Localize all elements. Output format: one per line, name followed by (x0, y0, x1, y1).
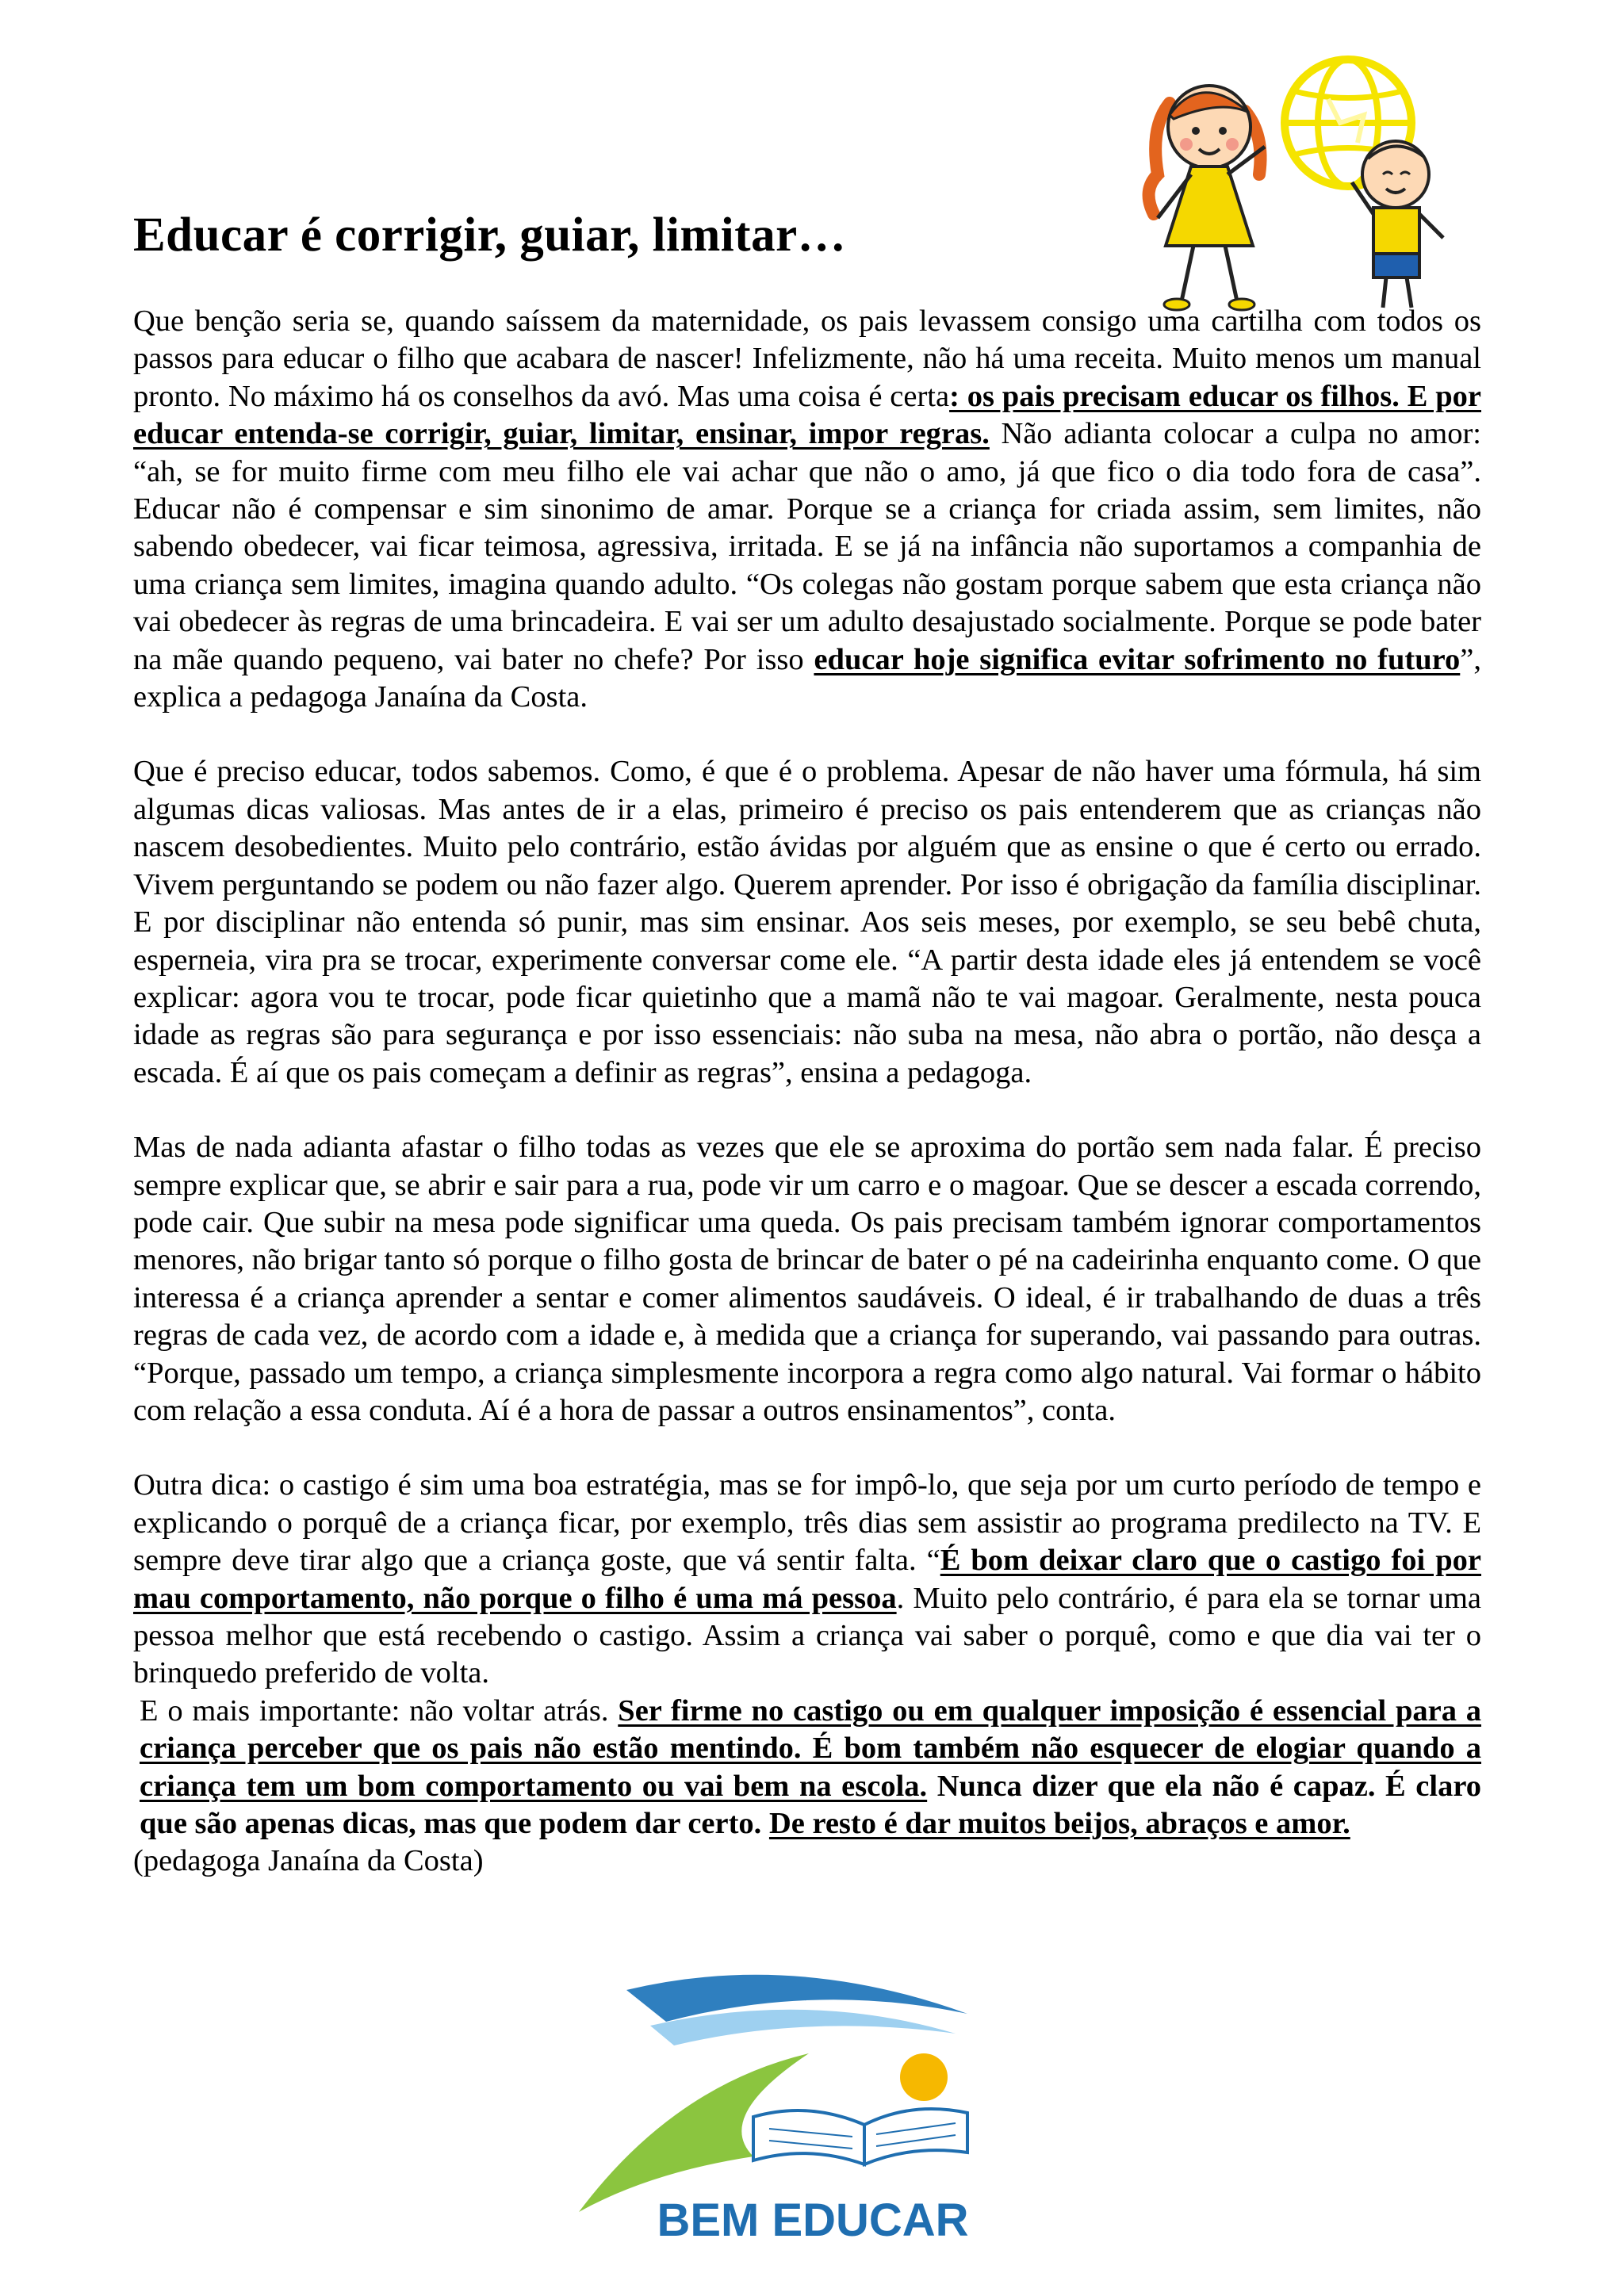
paragraph-4-emphasis: É bom deixar claro que o castigo foi por mau comportamento, não porque o filho é uma má pessoa (133, 1544, 1481, 1615)
paragraph-5-emphasis-c: De resto é dar muitos beijos, abraços e amor. (768, 1807, 1350, 1841)
article-body (133, 303, 1481, 1881)
girl-figure (1149, 86, 1265, 310)
signature: (pedagoga Janaína da Costa) (133, 1844, 484, 1878)
children-illustration (1126, 55, 1491, 317)
bem-educar-logo (555, 1958, 1063, 2267)
paragraph-1-text-b: Não adianta colocar a culpa no amor: “ah, se for muito firme com meu filho ele vai achar que não o amo, já que fico o dia todo fora de casa”. Educar não é compensar e sim sinonimo de amar. Porque se a criança for criada assim, sem limites, não sabendo obedecer, vai ficar teimosa, agressiva, irritada. E se já na infância não suportamos a companhia de uma criança sem limites, imagina quando adulto. “Os colegas não gostam porque sabem que esta criança não vai obedecer às regras de uma brincadeira. E vai ser um adulto desajustado socialmente. Porque se pode bater na mãe quando pequeno, vai bater no chefe? Por isso (133, 417, 1481, 676)
paragraph-2: Que é preciso educar, todos sabemos. Como, é que é o problema. Apesar de não haver uma fórmula, há sim algumas dicas valiosas. Mas antes de ir a elas, primeiro é preciso os pais entenderem que as crianças não nascem desobedientes. Muito pelo contrário, estão ávidas por alguém que as ensine o que é certo ou errado. Vivem perguntando se podem ou não fazer algo. Querem aprender. Por isso é obrigação da família disciplinar. E por disciplinar não entenda só punir, mas sim ensinar. Aos seis meses, por exemplo, se seu bebê chuta, esperneia, vira pra se trocar, experimente conversar come ele. “A partir desta idade eles já entendem se você explicar: agora vou te trocar, pode ficar quietinho que a mamã não te vai magoar. Geralmente, nesta pouca idade as regras são para segurança e por isso essenciais: não suba na mesa, não abra o portão, não desça a escada. É aí que os pais começam a definir as regras”, ensina a pedagoga. (133, 755, 1481, 1089)
logo-sun (900, 2053, 948, 2101)
paragraph-1-text-c: ”, explica a pedagoga Janaína da Costa. (133, 642, 1481, 714)
paragraph-4-text-b: . Muito pelo contrário, é para ela se tornar uma pessoa melhor que está recebendo o castigo. Assim a criança vai saber o porquê, como e que dia vai ter o brinquedo preferido de volta. (133, 1581, 1481, 1690)
paragraph-3: Mas de nada adianta afastar o filho todas as vezes que ele se aproxima do portão sem nada falar. É preciso sempre explicar que, se abrir e sair para a rua, pode vir um carro e o magoar. Que se descer a escada correndo, pode cair. Que subir na mesa pode significar uma queda. Os pais precisam também ignorar comportamentos menores, não brigar tanto só porque o filho gosta de brincar de bater o pé na cadeirinha enquanto come. O que interessa é a criança aprender a sentar e comer alimentos saudáveis. O ideal, é ir trabalhando de duas a três regras de cada vez, de acordo com a idade e, à medida que a criança for superando, vai passando para outras. “Porque, passado um tempo, a criança simplesmente incorpora a regra como algo natural. Vai formar o hábito com relação a essa conduta. Aí é a hora de passar a outros ensinamentos”, conta. (133, 1131, 1481, 1427)
paragraph-1-emphasis-b: educar hoje significa evitar sofrimento no futuro (814, 642, 1461, 676)
paragraph-4-text-a: Outra dica: o castigo é sim uma boa estratégia, mas se for impô-lo, que seja por um curto período de tempo e explicando o porquê de a criança ficar, por exemplo, três dias sem assistir ao programa predilecto na TV. E sempre deve tirar algo que a criança goste, que vá sentir falta. “ (133, 1468, 1481, 1578)
logo-text: BEM EDUCAR (657, 2195, 969, 2246)
paragraph-1-text-a: Que benção seria se, quando saíssem da maternidade, os pais levassem consigo uma cartilha com todos os passos para educar o filho que acabara de nascer! Infelizmente, não há uma receita. Muito menos um manual pronto. No máximo há os conselhos da avó. Mas uma coisa é certa (133, 304, 1481, 413)
paragraph-5-emphasis-b: Nunca dizer que ela não é capaz. É claro que são apenas dicas, mas que podem dar certo. (140, 1769, 1481, 1841)
page-title: Educar é corrigir, guiar, limitar… (133, 209, 847, 262)
logo-blue-swoosh-light (650, 2010, 956, 2045)
paragraph-5 (133, 1693, 1481, 1843)
paragraph-1 (133, 303, 1481, 716)
boy-figure (1352, 141, 1443, 308)
paragraph-5-emphasis-a: Ser firme no castigo ou em qualquer imposição é essencial para a criança perceber que os pais não estão mentindo. É bom também não esquecer de elogiar quando a criança tem um bom comportamento ou vai bem na escola. (140, 1693, 1481, 1803)
open-book-icon (753, 2109, 967, 2164)
paragraph-1-emphasis-a: : os pais precisam educar os filhos. E por educar entenda-se corrigir, guiar, limitar, ensinar, impor regras. (133, 379, 1481, 451)
paragraph-4 (133, 1467, 1481, 1692)
paragraph-5-text-a: E o mais importante: não voltar atrás. (140, 1693, 619, 1728)
